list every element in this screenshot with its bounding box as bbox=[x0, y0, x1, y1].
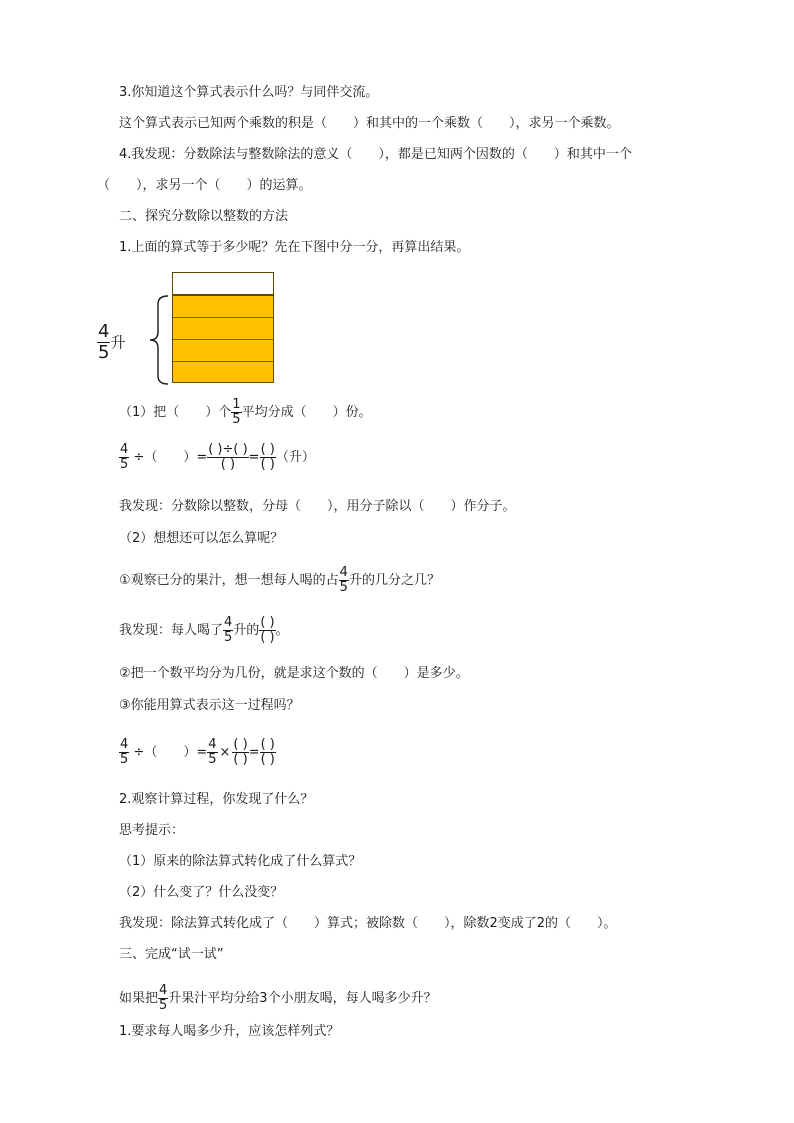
hint-label: 思考提示： bbox=[119, 823, 185, 838]
fraction-numerator: ( )÷( ) bbox=[208, 442, 248, 457]
section-3-heading: 三、完成“试一试” bbox=[119, 947, 224, 962]
section-3-question-1: 1.要求每人喝多少升，应该怎样列式？ bbox=[119, 1024, 340, 1039]
problem-text-b: 升果汁平均分给3个小朋友喝，每人喝多少升？ bbox=[168, 991, 437, 1006]
discovery-1: 我发现：分数除以整数，分母（ ），用分子除以（ ）作分子。 bbox=[119, 499, 516, 514]
fraction-denominator: ( ) bbox=[260, 457, 275, 472]
fraction-numerator: ( ) bbox=[260, 442, 275, 457]
filled-juice-part bbox=[172, 295, 274, 383]
blank-fraction bbox=[259, 616, 275, 645]
part-divider bbox=[173, 317, 273, 318]
question-4-line2: （ ），求另一个（ ）的运算。 bbox=[97, 178, 312, 193]
fraction-numerator: 4 bbox=[339, 565, 348, 580]
diagram-fraction-denominator: 5 bbox=[98, 342, 110, 363]
fraction-numerator: 4 bbox=[120, 442, 129, 457]
four-fifths-fraction bbox=[223, 616, 233, 645]
blank-fraction bbox=[260, 738, 276, 767]
discovery-2-end: 。 bbox=[275, 623, 289, 638]
four-fifths-fraction bbox=[119, 443, 129, 472]
fraction-numerator: 4 bbox=[208, 737, 217, 752]
fraction-denominator: 5 bbox=[208, 752, 217, 767]
four-fifths-fraction bbox=[339, 566, 349, 595]
blank-fraction bbox=[260, 443, 276, 472]
fraction-numerator: ( ) bbox=[260, 737, 275, 752]
fraction-denominator: 5 bbox=[224, 630, 233, 645]
times-sign: × bbox=[219, 745, 231, 760]
discovery-2-text-b: 升的 bbox=[233, 623, 260, 638]
question-4-line1: 4.我发现：分数除法与整数除法的意义（ ），都是已知两个因数的（ ）和其中一个 bbox=[119, 147, 632, 162]
part-2-title: （2）想想还可以怎么算呢？ bbox=[119, 531, 284, 546]
discovery-2-text-a: 我发现：每人喝了 bbox=[119, 623, 224, 638]
equals-sign: = bbox=[248, 745, 260, 760]
fraction-denominator: 5 bbox=[120, 457, 129, 472]
equation-2 bbox=[119, 738, 276, 767]
circle-1-text-a: ①观察已分的果汁，想一想每人喝的占 bbox=[119, 573, 339, 588]
diagram-label bbox=[97, 322, 125, 363]
question-3-title: 3.你知道这个算式表示什么吗？与同伴交流。 bbox=[119, 85, 379, 100]
one-fifth-fraction bbox=[231, 398, 241, 427]
equation-2-divide: ÷（ ）= bbox=[133, 745, 208, 760]
part-divider bbox=[173, 361, 273, 362]
diagram-fraction-numerator: 4 bbox=[98, 321, 110, 342]
fraction-numerator: 1 bbox=[232, 397, 241, 412]
part-1-line bbox=[119, 398, 372, 427]
fraction-denominator: ( ) bbox=[260, 630, 275, 645]
circle-1-text-b: 升的几分之几？ bbox=[348, 573, 440, 588]
equals-sign: = bbox=[248, 450, 260, 465]
circle-3-line: ③你能用算式表示这一过程吗？ bbox=[119, 698, 300, 713]
part-divider bbox=[173, 339, 273, 340]
fraction-denominator: ( ) bbox=[260, 752, 275, 767]
section-2-question-2: 2.观察计算过程，你发现了什么？ bbox=[119, 792, 314, 807]
question-3-answer: 这个算式表示已知两个乘数的积是（ ）和其中的一个乘数（ ），求另一个乘数。 bbox=[119, 116, 620, 131]
fraction-denominator: ( ) bbox=[220, 457, 236, 472]
diagram-fraction bbox=[97, 322, 110, 363]
blank-division-fraction bbox=[207, 443, 248, 472]
section-2-question-1: 1.上面的算式等于多少呢？先在下图中分一分，再算出结果。 bbox=[119, 240, 470, 255]
hint-1: （1）原来的除法算式转化成了什么算式？ bbox=[119, 854, 362, 869]
equation-1 bbox=[119, 443, 315, 472]
fraction-denominator: ( ) bbox=[233, 752, 248, 767]
hint-2: （2）什么变了？什么没变？ bbox=[119, 885, 284, 900]
discovery-3: 我发现：除法算式转化成了（ ）算式；被除数（ ），除数2变成了2的（ ）。 bbox=[119, 916, 617, 931]
circle-1-line bbox=[119, 566, 440, 595]
problem-text-a: 如果把 bbox=[119, 991, 159, 1006]
circle-2-line: ②把一个数平均分为几份，就是求这个数的（ ）是多少。 bbox=[119, 666, 469, 681]
fraction-numerator: 4 bbox=[224, 615, 233, 630]
part-1-text-b: 平均分成（ ）份。 bbox=[241, 405, 372, 420]
fraction-denominator: 5 bbox=[120, 752, 129, 767]
diagram-unit: 升 bbox=[110, 333, 126, 352]
equation-1-unit: （升） bbox=[275, 450, 315, 465]
fraction-numerator: ( ) bbox=[260, 615, 275, 630]
four-fifths-fraction bbox=[158, 984, 168, 1013]
empty-cup-part bbox=[172, 272, 274, 295]
equation-1-divide: ÷（ ）= bbox=[133, 450, 208, 465]
section-2-heading: 二、探究分数除以整数的方法 bbox=[119, 209, 289, 224]
discovery-2 bbox=[119, 616, 289, 645]
blank-fraction bbox=[232, 738, 248, 767]
four-fifths-fraction bbox=[207, 738, 217, 767]
fraction-denominator: 5 bbox=[232, 412, 241, 427]
section-3-problem bbox=[119, 984, 437, 1013]
fraction-numerator: 4 bbox=[120, 737, 129, 752]
fraction-denominator: 5 bbox=[339, 580, 348, 595]
fraction-numerator: 4 bbox=[159, 983, 168, 998]
brace-icon bbox=[148, 294, 170, 386]
part-1-text-a: （1）把（ ）个 bbox=[119, 405, 232, 420]
fraction-numerator: ( ) bbox=[233, 737, 248, 752]
fraction-denominator: 5 bbox=[159, 998, 168, 1013]
four-fifths-fraction bbox=[119, 738, 129, 767]
